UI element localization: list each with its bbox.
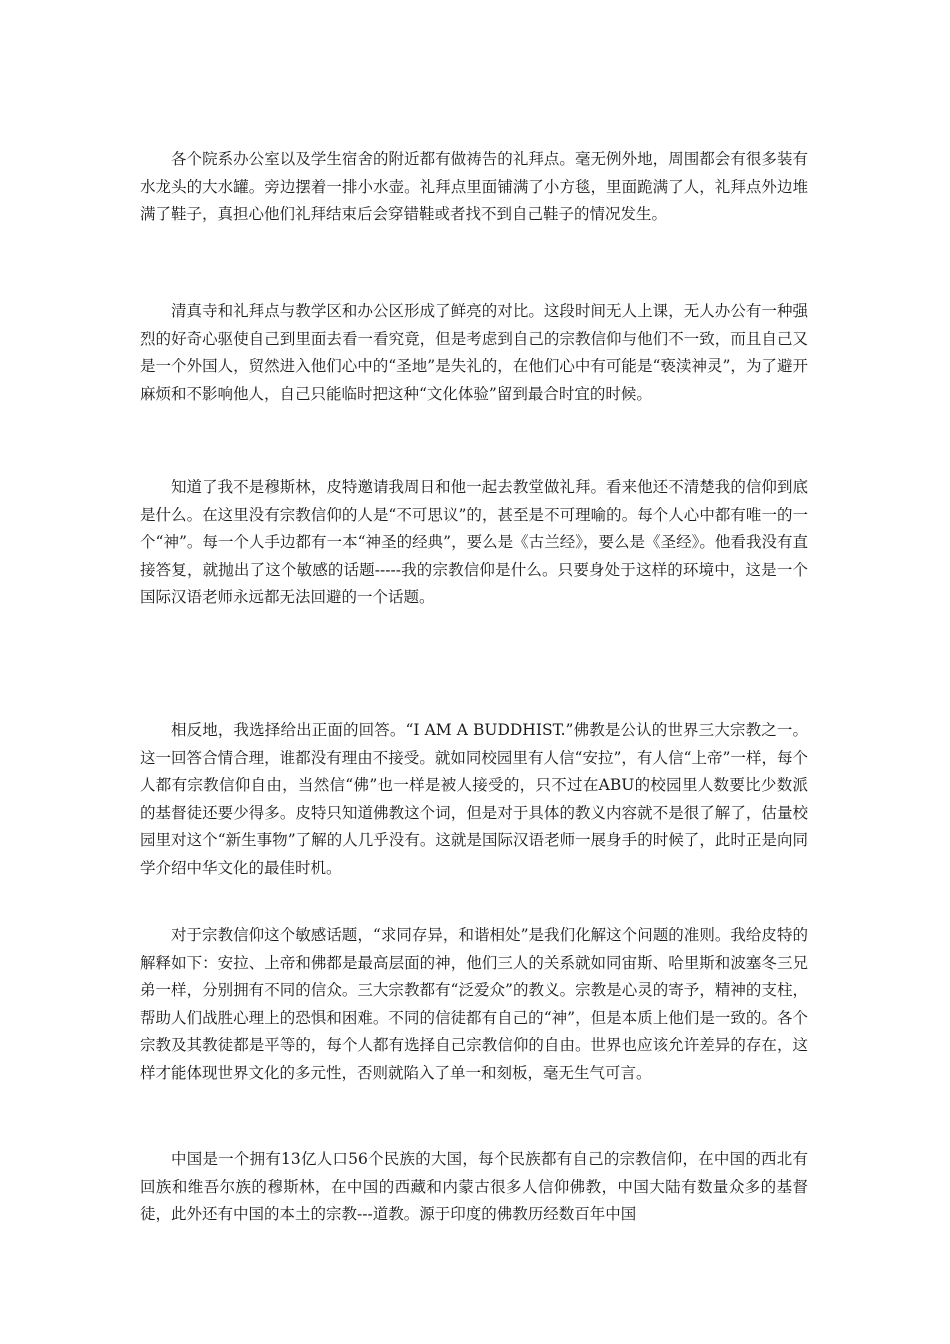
paragraph-china-religions: 中国是一个拥有13亿人口56个民族的大国，每个民族都有自己的宗教信仰，在中国的西北有回族和维吾尔族的穆斯林，在中国的西藏和内蒙古很多人信仰佛教，中国大陆有数量众多的基督徒，此外还有中国的本土的宗教---道教。源于印度的佛教历经数百年中国 <box>140 1150 808 1223</box>
paragraph-prayer-points: 各个院系办公室以及学生宿舍的附近都有做祷告的礼拜点。毫无例外地，周围都会有很多装有水龙头的大水罐。旁边摆着一排小水壶。礼拜点里面铺满了小方毯，里面跪满了人，礼拜点外边堆满了鞋子，真担心他们礼拜结束后会穿错鞋或者找不到自己鞋子的情况发生。 <box>140 150 808 223</box>
paragraph-church-invitation: 知道了我不是穆斯林，皮特邀请我周日和他一起去教堂做礼拜。看来他还不清楚我的信仰到底是什么。在这里没有宗教信仰的人是“不可思议”的，甚至是不可理喻的。每个人心中都有唯一的一个“神”。每一个人手边都有一本“神圣的经典”，要么是《古兰经》，要么是《圣经》。他看我没有直接答复，就抛出了这个敏感的话题-----我的宗教信仰是什么。只要身处于这样的环境中，这是一个国际汉语老师永远都无法回避的一个话题。 <box>140 478 808 606</box>
paragraph-religious-harmony: 对于宗教信仰这个敏感话题，“求同存异，和谐相处”是我们化解这个问题的准则。我给皮特的解释如下：安拉、上帝和佛都是最高层面的神，他们三人的关系就如同宙斯、哈里斯和波塞冬三兄弟一样，分别拥有不同的信众。三大宗教都有“泛爱众”的教义。宗教是心灵的寄予，精神的支柱，帮助人们战胜心理上的恐惧和困难。不同的信徒都有自己的“神”，但是本质上他们是一致的。各个宗教及其教徒都是平等的，每个人都有选择自己宗教信仰的自由。世界也应该允许差异的存在，这样才能体现世界文化的多元性，否则就陷入了单一和刻板，毫无生气可言。 <box>140 926 808 1082</box>
paragraph-buddhist-answer: 相反地，我选择给出正面的回答。“I AM A BUDDHIST.”佛教是公认的世界三大宗教之一。这一回答合情合理，谁都没有理由不接受。就如同校园里有人信“安拉”，有人信“上帝”一样，每个人都有宗教信仰自由，当然信“佛”也一样是被人接受的，只不过在ABU的校园里人数要比少数派的基督徒还要少得多。皮特只知道佛教这个词，但是对于具体的教义内容就不是很了解了，估量校园里对这个“新生事物”了解的人几乎没有。这就是国际汉语老师一展身手的时候了，此时正是向同学介绍中华文化的最佳时机。 <box>140 721 808 877</box>
paragraph-mosque-contrast: 清真寺和礼拜点与教学区和办公区形成了鲜亮的对比。这段时间无人上课，无人办公有一种强烈的好奇心驱使自己到里面去看一看究竟，但是考虑到自己的宗教信仰与他们不一致，而且自己又是一个外国人，贸然进入他们心中的“圣地”是失礼的，在他们心中有可能是“亵渎神灵”，为了避开麻烦和不影响他人，自己只能临时把这种“文化体验”留到最合时宜的时候。 <box>140 302 808 403</box>
